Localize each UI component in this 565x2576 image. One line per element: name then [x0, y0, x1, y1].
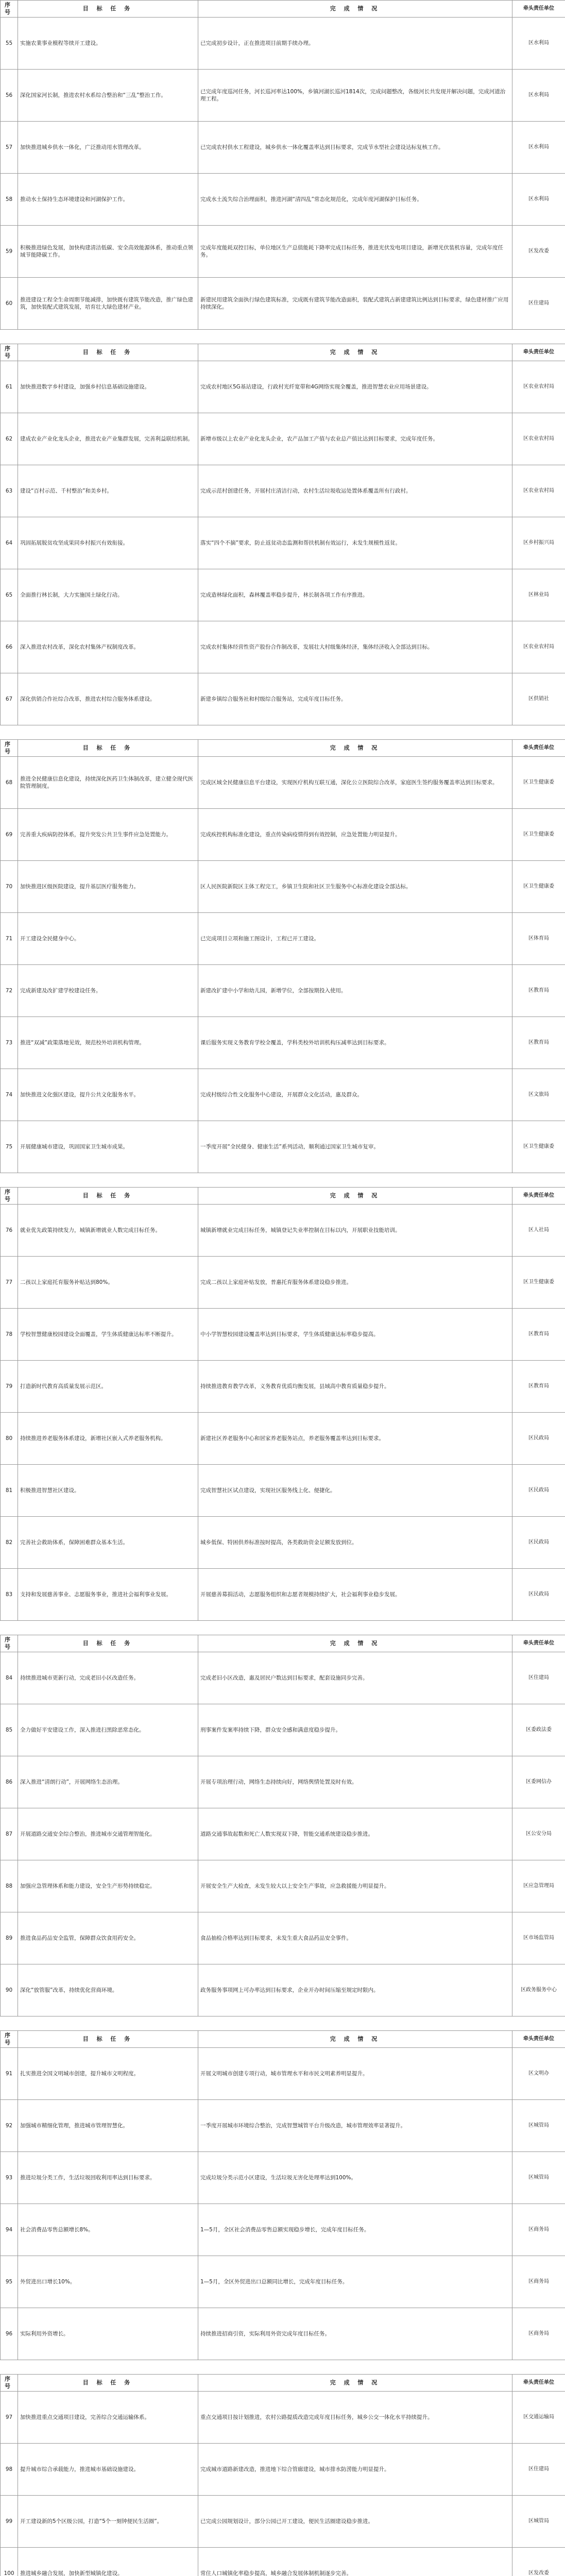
header-status: 完 成 情 况 — [198, 1188, 512, 1205]
unit-cell: 区卫生健康委 — [512, 861, 565, 913]
unit-cell: 区农业农村局 — [512, 413, 565, 465]
row-number: 58 — [1, 174, 18, 226]
goal-cell: 社会消费品零售总额增长8%。 — [18, 2204, 198, 2256]
table-row — [1, 861, 565, 913]
table-row — [1, 226, 565, 278]
table-row — [1, 673, 565, 725]
row-number: 95 — [1, 2256, 18, 2308]
table-row — [1, 1413, 565, 1465]
table-row — [1, 1652, 565, 1704]
header-status: 完 成 情 况 — [198, 740, 512, 757]
header-unit: 牵头责任单位 — [512, 2031, 565, 2048]
row-number: 79 — [1, 1361, 18, 1413]
unit-cell: 区公安分局 — [512, 1808, 565, 1860]
row-number: 72 — [1, 965, 18, 1017]
goal-cell: 外贸进出口增长10%。 — [18, 2256, 198, 2308]
goal-cell: 加强城市精细化管理，推进城市管理智慧化。 — [18, 2100, 198, 2152]
header-no: 序号 — [1, 2031, 18, 2048]
status-cell: 完成垃圾分类示范小区建设，生活垃圾无害化处理率达到100%。 — [198, 2152, 512, 2204]
table-row — [1, 2152, 565, 2204]
header-unit: 牵头责任单位 — [512, 1, 565, 18]
goal-cell: 完善社会救助体系，保障困难群众基本生活。 — [18, 1517, 198, 1569]
goal-cell: 扎实推进全国文明城市创建，提升城市文明程度。 — [18, 2048, 198, 2100]
goal-cell: 全力做好平安建设工作，深入推进扫黑除恶常态化。 — [18, 1704, 198, 1756]
status-cell: 已完成项目立项和施工图设计，工程已开工建设。 — [198, 913, 512, 965]
table-row — [1, 1756, 565, 1808]
unit-cell: 区林业局 — [512, 569, 565, 621]
table-row — [1, 913, 565, 965]
task-table-body — [1, 1, 565, 2576]
header-goal: 目 标 任 务 — [18, 2375, 198, 2392]
status-cell: 落实“四个不摘”要求，防止返贫动态监测和帮扶机制有效运行，未发生规模性返贫。 — [198, 517, 512, 569]
row-number: 84 — [1, 1652, 18, 1704]
table-row — [1, 1465, 565, 1517]
row-number: 80 — [1, 1413, 18, 1465]
unit-cell: 区市场监管局 — [512, 1912, 565, 1964]
row-number: 60 — [1, 278, 18, 330]
row-number: 89 — [1, 1912, 18, 1964]
unit-cell: 区卫生健康委 — [512, 757, 565, 809]
table-row — [1, 1121, 565, 1173]
header-no: 序号 — [1, 1, 18, 18]
row-number: 94 — [1, 2204, 18, 2256]
status-cell: 重点交通项目按计划推进，农村公路提质改造完成年度目标任务，城乡公交一体化水平持续提升。 — [198, 2392, 512, 2444]
table-row — [1, 569, 565, 621]
row-number: 71 — [1, 913, 18, 965]
goal-cell: 开工建设全民健身中心。 — [18, 913, 198, 965]
header-status: 完 成 情 况 — [198, 2031, 512, 2048]
unit-cell: 区民政局 — [512, 1517, 565, 1569]
row-number: 86 — [1, 1756, 18, 1808]
status-cell: 城镇新增就业完成目标任务，城镇登记失业率控制在目标以内，开展职业技能培训。 — [198, 1205, 512, 1257]
unit-cell: 区教育局 — [512, 1017, 565, 1069]
table-row — [1, 465, 565, 517]
status-cell: 食品抽检合格率达到目标要求，未发生重大食品药品安全事件。 — [198, 1912, 512, 1964]
goal-cell: 推进建设工程全生命周期节能减排，加快既有建筑节能改造，推广绿色建筑，加快装配式建筑发展，培育壮大绿色建材产业。 — [18, 278, 198, 330]
table-row — [1, 1912, 565, 1964]
unit-cell: 区委政法委 — [512, 1704, 565, 1756]
unit-cell: 区教育局 — [512, 1309, 565, 1361]
unit-cell: 区农业农村局 — [512, 361, 565, 413]
row-number: 91 — [1, 2048, 18, 2100]
table-row — [1, 1808, 565, 1860]
header-status: 完 成 情 况 — [198, 1, 512, 18]
goal-cell: 持续推进城市更新行动，完成老旧小区改造任务。 — [18, 1652, 198, 1704]
goal-cell: 深入推进农村改革，深化农村集体产权制度改革。 — [18, 621, 198, 673]
row-number: 82 — [1, 1517, 18, 1569]
header-unit: 牵头责任单位 — [512, 1188, 565, 1205]
goal-cell: 推进全民健康信息化建设，持续深化医药卫生体制改革，建立健全现代医院管理制度。 — [18, 757, 198, 809]
unit-cell: 区卫生健康委 — [512, 809, 565, 861]
table-row — [1, 1361, 565, 1413]
header-status: 完 成 情 况 — [198, 1635, 512, 1652]
unit-cell: 区住建局 — [512, 278, 565, 330]
row-number: 65 — [1, 569, 18, 621]
row-number: 59 — [1, 226, 18, 278]
header-row — [1, 1188, 565, 1205]
unit-cell: 区人社局 — [512, 1205, 565, 1257]
block-separator — [1, 2016, 565, 2031]
table-row — [1, 1017, 565, 1069]
status-cell: 新建民用建筑全面执行绿色建筑标准，完成既有建筑节能改造面积，装配式建筑占新建建筑比例达到目标要求，绿色建材推广应用持续深化。 — [198, 278, 512, 330]
header-row — [1, 2375, 565, 2392]
row-number: 78 — [1, 1309, 18, 1361]
header-unit: 牵头责任单位 — [512, 1635, 565, 1652]
unit-cell: 区民政局 — [512, 1569, 565, 1621]
block-separator — [1, 1621, 565, 1635]
goal-cell: 完善重大疾病防控体系，提升突发公共卫生事件应急处置能力。 — [18, 809, 198, 861]
row-number: 77 — [1, 1257, 18, 1309]
status-cell: 刑事案件发案率持续下降，群众安全感和满意度稳步提升。 — [198, 1704, 512, 1756]
unit-cell: 区交通运输局 — [512, 2392, 565, 2444]
table-row — [1, 757, 565, 809]
unit-cell: 区政务服务中心 — [512, 1964, 565, 2016]
header-goal: 目 标 任 务 — [18, 1, 198, 18]
header-no: 序号 — [1, 1188, 18, 1205]
row-number: 99 — [1, 2496, 18, 2548]
goal-cell: 实施农業事业模程等续开工建设。 — [18, 18, 198, 70]
table-row — [1, 1704, 565, 1756]
row-number: 98 — [1, 2444, 18, 2496]
unit-cell: 区发改委 — [512, 226, 565, 278]
row-number: 100 — [1, 2548, 18, 2576]
status-cell: 完成农村地区5G基站建设，行政村光纤宽带和4G网络实现全覆盖，推进智慧农业应用场景建设。 — [198, 361, 512, 413]
table-row — [1, 2308, 565, 2360]
table-row — [1, 621, 565, 673]
row-number: 85 — [1, 1704, 18, 1756]
status-cell: 城乡低保、特困供养标准按时提高，各类救助资金足额发放到位。 — [198, 1517, 512, 1569]
status-cell: 1—5月，全区社会消费品零售总额实现稳步增长，完成年度目标任务。 — [198, 2204, 512, 2256]
row-number: 92 — [1, 2100, 18, 2152]
unit-cell: 区教育局 — [512, 965, 565, 1017]
table-row — [1, 1569, 565, 1621]
header-goal: 目 标 任 务 — [18, 1188, 198, 1205]
unit-cell: 区文明办 — [512, 2048, 565, 2100]
goal-cell: 深化“放管服”改革，持续优化营商环境。 — [18, 1964, 198, 2016]
status-cell: 完成年度能耗双控目标，单位地区生产总值能耗下降率完成目标任务，推进光伏发电项目建设，新增光伏装机容量，完成年度任务。 — [198, 226, 512, 278]
status-cell: 开展安全生产大检查，未发生较大以上安全生产事故，应急救援能力明显提升。 — [198, 1860, 512, 1912]
row-number: 64 — [1, 517, 18, 569]
goal-cell: 积极推进智慧社区建设。 — [18, 1465, 198, 1517]
row-number: 70 — [1, 861, 18, 913]
header-row — [1, 740, 565, 757]
row-number: 67 — [1, 673, 18, 725]
goal-cell: 深化国家河长制，推进农村水系综合整治和“三乱”整治工作。 — [18, 70, 198, 122]
status-cell: 完成农村集体经营性资产股份合作制改革，发展壮大村级集体经济，集体经济收入全部达到目标。 — [198, 621, 512, 673]
table-row — [1, 1309, 565, 1361]
header-goal: 目 标 任 务 — [18, 1635, 198, 1652]
status-cell: 新建社区养老服务中心和居家养老服务站点，养老服务覆盖率达到目标要求。 — [198, 1413, 512, 1465]
goal-cell: 建成农业产业化龙头企业，推进农业产业集群发展，完善利益联结机制。 — [18, 413, 198, 465]
header-goal: 目 标 任 务 — [18, 344, 198, 361]
goal-cell: 积极推进绿色发展，加快构建清洁低碳、安全高效能源体系，推动重点领域节能降碳工作。 — [18, 226, 198, 278]
row-number: 75 — [1, 1121, 18, 1173]
goal-cell: 推进食品药品安全监管，保障群众饮食用药安全。 — [18, 1912, 198, 1964]
table-row — [1, 1860, 565, 1912]
status-cell: 开展文明城市创建专项行动，城市管理水平和市民文明素养明显提升。 — [198, 2048, 512, 2100]
row-number: 96 — [1, 2308, 18, 2360]
header-row — [1, 2031, 565, 2048]
goal-cell: 全面推行林长制，大力实施国土绿化行动。 — [18, 569, 198, 621]
status-cell: 完成区域全民健康信息平台建设，实现医疗机构互联互通，深化公立医院综合改革，家庭医生签约服务覆盖率达到目标要求。 — [198, 757, 512, 809]
row-number: 87 — [1, 1808, 18, 1860]
row-number: 63 — [1, 465, 18, 517]
status-cell: 已完成初步设计，正在推进项目前期手续办理。 — [198, 18, 512, 70]
goal-cell: 实际利用外资增长。 — [18, 2308, 198, 2360]
status-cell: 完成示范村创建任务，开展村庄清洁行动，农村生活垃圾收运处置体系覆盖所有行政村。 — [198, 465, 512, 517]
unit-cell: 区民政局 — [512, 1413, 565, 1465]
goal-cell: 推进垃圾分类工作，生活垃圾回收利用率达到目标要求。 — [18, 2152, 198, 2204]
unit-cell: 区商务局 — [512, 2204, 565, 2256]
status-cell: 开展专项治理行动，网络生态持续向好，网络舆情处置及时有效。 — [198, 1756, 512, 1808]
unit-cell: 区水利局 — [512, 122, 565, 174]
status-cell: 1—5月，全区外贸进出口总额同比增长，完成年度目标任务。 — [198, 2256, 512, 2308]
unit-cell: 区卫生健康委 — [512, 1121, 565, 1173]
status-cell: 已完成农村供水工程建设，城乡供水一体化覆盖率达到目标要求，完成节水型社会建设达标复核工作。 — [198, 122, 512, 174]
table-row — [1, 18, 565, 70]
header-no: 序号 — [1, 344, 18, 361]
status-cell: 一季度开展城市环境综合整治，完成智慧城管平台升级改造，城市管理效率显著提升。 — [198, 2100, 512, 2152]
table-row — [1, 517, 565, 569]
unit-cell: 区农业农村局 — [512, 465, 565, 517]
unit-cell: 区供销社 — [512, 673, 565, 725]
goal-cell: 深入推进“清朗行动”，开展网络生态治理。 — [18, 1756, 198, 1808]
status-cell: 完成村级综合性文化服务中心建设，开展群众文化活动，惠及群众。 — [198, 1069, 512, 1121]
status-cell: 区人民医院新院区主体工程完工，乡镇卫生院和社区卫生服务中心标准化建设全部达标。 — [198, 861, 512, 913]
row-number: 68 — [1, 757, 18, 809]
row-number: 73 — [1, 1017, 18, 1069]
table-row — [1, 278, 565, 330]
goal-cell: 深化供销合作社综合改革，推进农村综合服务体系建设。 — [18, 673, 198, 725]
table-row — [1, 174, 565, 226]
goal-cell: 推进城乡融合发展，加快新型城镇化建设。 — [18, 2548, 198, 2576]
goal-cell: 加快推进区级医院建设，提升基层医疗服务能力。 — [18, 861, 198, 913]
status-cell: 完成老旧小区改造，惠及居民户数达到目标要求，配套设施同步完善。 — [198, 1652, 512, 1704]
unit-cell: 区住建局 — [512, 1652, 565, 1704]
row-number: 90 — [1, 1964, 18, 2016]
row-number: 56 — [1, 70, 18, 122]
table-row — [1, 361, 565, 413]
row-number: 97 — [1, 2392, 18, 2444]
unit-cell: 区商务局 — [512, 2256, 565, 2308]
table-row — [1, 2256, 565, 2308]
goal-cell: 加快推进城乡供水一体化，广泛推动用水管理改革。 — [18, 122, 198, 174]
goal-cell: 开展道路交通安全综合整治，推进城市交通管理智能化。 — [18, 1808, 198, 1860]
goal-cell: 持续推进养老服务体系建设，新增社区嵌入式养老服务机构。 — [18, 1413, 198, 1465]
status-cell: 中小学智慧校园建设覆盖率达到目标要求，学生体质健康达标率稳步提高。 — [198, 1309, 512, 1361]
unit-cell: 区城管局 — [512, 2496, 565, 2548]
unit-cell: 区水利局 — [512, 174, 565, 226]
status-cell: 新建改扩建中小学和幼儿园，新增学位，全部按期投入使用。 — [198, 965, 512, 1017]
unit-cell: 区商务局 — [512, 2308, 565, 2360]
goal-cell: 就业优先政策持续发力，城镇新增就业人数完成目标任务。 — [18, 1205, 198, 1257]
status-cell: 完成二孩以上家庭补贴发放，普惠托育服务体系建设稳步推进。 — [198, 1257, 512, 1309]
row-number: 88 — [1, 1860, 18, 1912]
row-number: 83 — [1, 1569, 18, 1621]
block-separator — [1, 1173, 565, 1188]
table-row — [1, 2548, 565, 2576]
goal-cell: 二孩以上家庭托育服务补贴达到80%。 — [18, 1257, 198, 1309]
goal-cell: 学校智慧健康校园建设全面覆盖，学生体质健康达标率不断提升。 — [18, 1309, 198, 1361]
header-unit: 牵头责任单位 — [512, 740, 565, 757]
goal-cell: 开展健康城市建设，巩固国家卫生城市成果。 — [18, 1121, 198, 1173]
status-cell: 常住人口城镇化率稳步提高，城乡融合发展体制机制逐步完善。 — [198, 2548, 512, 2576]
unit-cell: 区住建局 — [512, 2444, 565, 2496]
goal-cell: 加快推进文化强区建设，提升公共文化服务水平。 — [18, 1069, 198, 1121]
unit-cell: 区乡村振兴局 — [512, 517, 565, 569]
row-number: 81 — [1, 1465, 18, 1517]
header-no: 序号 — [1, 2375, 18, 2392]
goal-cell: 加快推进重点交通项目建设，完善综合交通运输体系。 — [18, 2392, 198, 2444]
status-cell: 课后服务实现义务教育学校全覆盖，学科类校外培训机构压减率达到目标要求。 — [198, 1017, 512, 1069]
row-number: 61 — [1, 361, 18, 413]
header-unit: 牵头责任单位 — [512, 2375, 565, 2392]
unit-cell: 区城管局 — [512, 2100, 565, 2152]
status-cell: 完成智慧社区试点建设，实现社区服务线上化、便捷化。 — [198, 1465, 512, 1517]
status-cell: 已完成年度巡河任务，河长巡河率达100%，乡镇河湖长巡河1814次，完成问题整改，各级河长共发现并解决问题，完成河道治理工程。 — [198, 70, 512, 122]
table-row — [1, 1964, 565, 2016]
header-no: 序号 — [1, 1635, 18, 1652]
unit-cell: 区文旅局 — [512, 1069, 565, 1121]
status-cell: 新增市级以上农业产业化龙头企业，农产品加工产值与农业总产值比达到目标要求，完成年度任务。 — [198, 413, 512, 465]
status-cell: 一季度开展“全民健身、健康生活”系列活动，顺利通过国家卫生城市复审。 — [198, 1121, 512, 1173]
unit-cell: 区农业农村局 — [512, 621, 565, 673]
table-row — [1, 1069, 565, 1121]
unit-cell: 区水利局 — [512, 18, 565, 70]
status-cell: 完成造林绿化面积，森林覆盖率稳步提升，林长制各项工作有序推进。 — [198, 569, 512, 621]
unit-cell: 区城管局 — [512, 2152, 565, 2204]
goal-cell: 建设“百村示范、千村整治”和美乡村。 — [18, 465, 198, 517]
status-cell: 完成城市道路新建改造，推进地下综合管廊建设，城市排水防涝能力明显提升。 — [198, 2444, 512, 2496]
table-row — [1, 2392, 565, 2444]
header-status: 完 成 情 况 — [198, 2375, 512, 2392]
table-row — [1, 965, 565, 1017]
row-number: 66 — [1, 621, 18, 673]
row-number: 74 — [1, 1069, 18, 1121]
table-row — [1, 1517, 565, 1569]
row-number: 57 — [1, 122, 18, 174]
unit-cell: 区委网信办 — [512, 1756, 565, 1808]
header-no: 序号 — [1, 740, 18, 757]
table-row — [1, 809, 565, 861]
table-row — [1, 2444, 565, 2496]
status-cell: 完成疾控机构标准化建设，重点传染病疫情得到有效控制，应急处置能力明显提升。 — [198, 809, 512, 861]
status-cell: 持续推进教育教学改革，义务教育优质均衡发展，县域高中教育质量稳步提升。 — [198, 1361, 512, 1413]
unit-cell: 区水利局 — [512, 70, 565, 122]
row-number: 69 — [1, 809, 18, 861]
header-status: 完 成 情 况 — [198, 344, 512, 361]
goal-cell: 巩固拓展脱贫攻坚成果同乡村振兴有效衔接。 — [18, 517, 198, 569]
goal-cell: 提升城市综合承载能力，推进城市基础设施建设。 — [18, 2444, 198, 2496]
status-cell: 道路交通事故起数和死亡人数实现双下降，智能交通系统建设稳步推进。 — [198, 1808, 512, 1860]
header-row — [1, 1, 565, 18]
block-separator — [1, 2360, 565, 2375]
row-number: 93 — [1, 2152, 18, 2204]
header-unit: 牵头责任单位 — [512, 344, 565, 361]
row-number: 62 — [1, 413, 18, 465]
goal-cell: 加快推进数字乡村建设，加强乡村信息基础设施建设。 — [18, 361, 198, 413]
header-goal: 目 标 任 务 — [18, 740, 198, 757]
unit-cell: 区教育局 — [512, 1361, 565, 1413]
goal-cell: 开工建设新的5个区级公园，打造“5个一刻钟便民生活圈”。 — [18, 2496, 198, 2548]
table-row — [1, 70, 565, 122]
goal-cell: 支持和发展慈善事业、志愿服务事业，推进社会福利事业发展。 — [18, 1569, 198, 1621]
status-cell: 已完成公园规划设计，部分公园已开工建设，便民生活圈建设稳步推进。 — [198, 2496, 512, 2548]
header-row — [1, 344, 565, 361]
block-separator — [1, 330, 565, 344]
row-number: 55 — [1, 18, 18, 70]
unit-cell: 区民政局 — [512, 1465, 565, 1517]
row-number: 76 — [1, 1205, 18, 1257]
goal-cell: 推动水土保持生态环境建设和河湖保护工作。 — [18, 174, 198, 226]
unit-cell: 区应急管理局 — [512, 1860, 565, 1912]
unit-cell: 区发改委 — [512, 2548, 565, 2576]
table-row — [1, 413, 565, 465]
block-separator — [1, 725, 565, 740]
status-cell: 完成水土流失综合治理面积，推进河湖“清四乱”常态化规范化，完成年度河湖保护目标任务。 — [198, 174, 512, 226]
table-row — [1, 2048, 565, 2100]
table-row — [1, 2496, 565, 2548]
goal-cell: 完成新建及改扩建学校建设任务。 — [18, 965, 198, 1017]
table-row — [1, 1257, 565, 1309]
status-cell: 持续推进招商引资，实际利用外资完成年度目标任务。 — [198, 2308, 512, 2360]
table-row — [1, 2100, 565, 2152]
table-row — [1, 1205, 565, 1257]
header-goal: 目 标 任 务 — [18, 2031, 198, 2048]
goal-cell: 推进“双减”政策落地见效，规范校外培训机构管理。 — [18, 1017, 198, 1069]
status-cell: 新建乡镇综合服务社和村级综合服务站，完成年度目标任务。 — [198, 673, 512, 725]
header-row — [1, 1635, 565, 1652]
unit-cell: 区体育局 — [512, 913, 565, 965]
status-cell: 政务服务事项网上可办率达到目标要求，企业开办时间压缩至规定时限内。 — [198, 1964, 512, 2016]
goal-cell: 打造新时代教育高质量发展示范区。 — [18, 1361, 198, 1413]
unit-cell: 区卫生健康委 — [512, 1257, 565, 1309]
status-cell: 开展慈善募捐活动，志愿服务组织和志愿者规模持续扩大，社会福利事业稳步发展。 — [198, 1569, 512, 1621]
goal-cell: 加强应急管理体系和能力建设，安全生产形势持续稳定。 — [18, 1860, 198, 1912]
table-row — [1, 122, 565, 174]
table-row — [1, 2204, 565, 2256]
